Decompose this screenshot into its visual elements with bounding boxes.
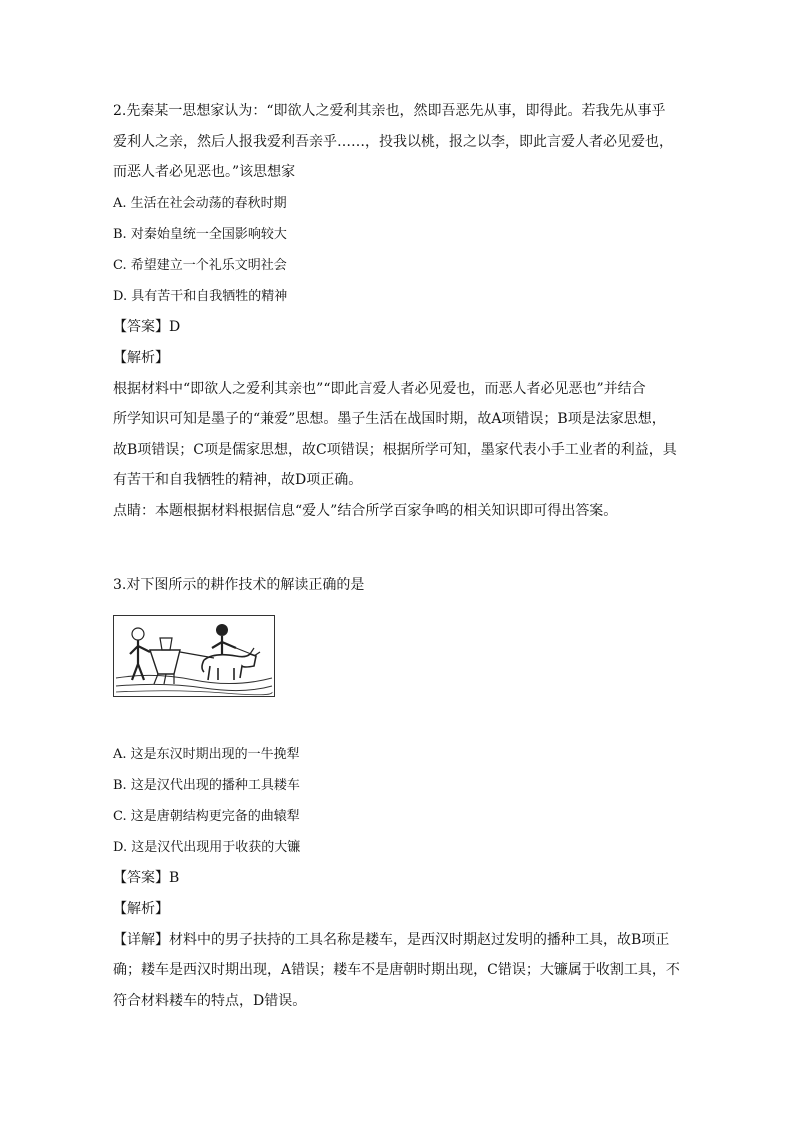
stem-line: 而恶人者必见恶也。”该思想家 [113,164,296,180]
question-2 [113,96,683,526]
stem-line: 2.先秦某一思想家认为：“即欲人之爱利其亲也，然即吾恶先从事，即得此。若我先从事乎 [113,103,666,119]
analysis-line: 点睛：本题根据材料根据信息“爱人”结合所学百家争鸣的相关知识即可得出答案。 [113,502,618,519]
option-d: D. 具有苦干和自我牺牲的精神 [113,288,288,304]
option-d: D. 这是汉代出现用于收获的大镰 [113,839,301,855]
analysis-line: 所学知识可知是墨子的“兼爱”思想。墨子生活在战国时期，故A项错误；B项是法家思想， [113,411,666,427]
analysis-label: 【解析】 [113,900,169,917]
spacer [113,526,683,570]
option-b: B. 对秦始皇统一全国影响较大 [113,226,287,242]
analysis-line: 故B项错误；C项是儒家思想，故C项错误；根据所学可知，墨家代表小手工业者的利益，具 [113,441,677,458]
question-2-stem [113,96,683,188]
answer-label: 【答案】D [113,318,181,335]
analysis-label: 【解析】 [113,349,169,366]
option-c: C. 这是唐朝结构更完备的曲辕犁 [113,808,300,824]
farming-illustration-drawing [114,616,274,696]
farming-illustration [113,615,275,697]
option-b: B. 这是汉代出现的播种工具耧车 [113,777,300,793]
question-2-analysis [113,374,683,527]
question-3-stem: 3.对下图所示的耕作技术的解读正确的是 [113,577,365,593]
answer-label: 【答案】B [113,869,180,886]
option-a: A. 生活在社会动荡的春秋时期 [113,195,287,211]
analysis-line: 符合材料耧车的特点，D错误。 [113,992,307,1009]
question-3-analysis [113,925,683,1017]
option-c: C. 希望建立一个礼乐文明社会 [113,257,287,273]
question-3 [113,570,683,1016]
analysis-line: 【详解】材料中的男子扶持的工具名称是耧车，是西汉时期赵过发明的播种工具，故B项正 [113,931,670,948]
analysis-line: 根据材料中“即欲人之爱利其亲也”“即此言爱人者必见爱也，而恶人者必见恶也”并结合 [113,380,646,397]
analysis-line: 确；耧车是西汉时期出现，A错误；耧车不是唐朝时期出现，C错误；大镰属于收割工具，不 [113,962,680,978]
option-a: A. 这是东汉时期出现的一牛挽犁 [113,746,300,762]
document-page [113,96,683,1016]
stem-line: 爱利人之亲，然后人报我爱利吾亲乎……，投我以桃，报之以李，即此言爱人者必见爱也， [113,133,673,150]
analysis-line: 有苦干和自我牺牲的精神，故D项正确。 [113,472,363,488]
